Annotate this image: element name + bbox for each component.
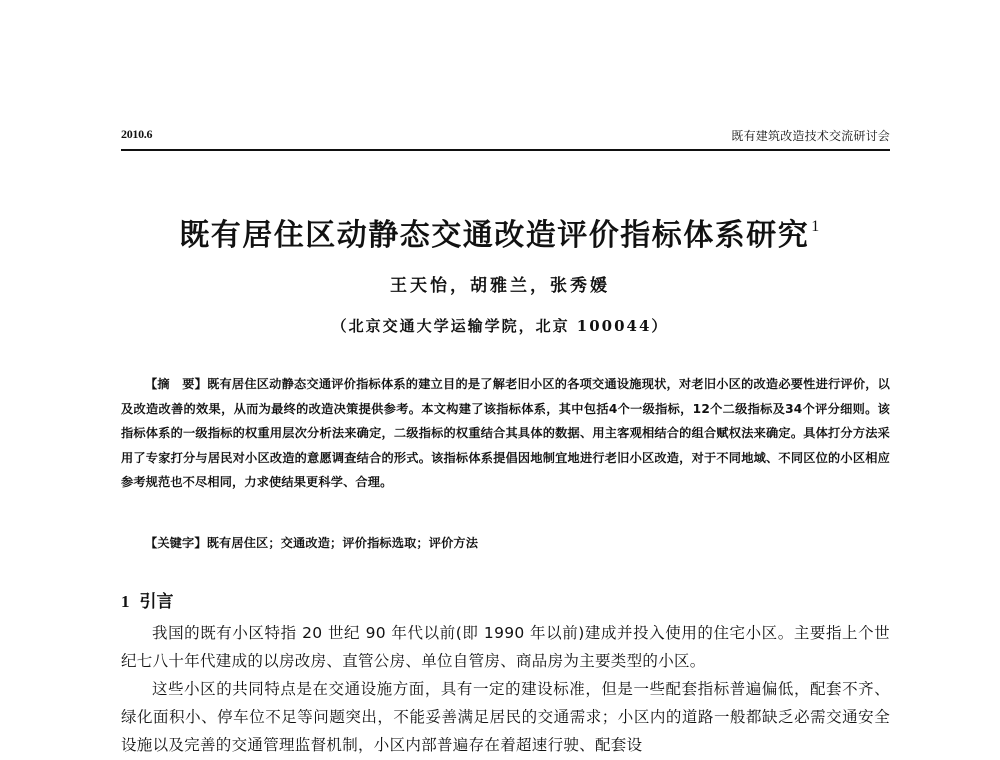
abstract-label: 【摘 要】 — [145, 377, 208, 391]
title-footnote-mark: 1 — [811, 218, 821, 235]
section-title: 引言 — [139, 592, 174, 612]
keywords-label: 【关键字】 — [145, 536, 207, 550]
running-header — [121, 127, 890, 151]
section-number: 1 — [121, 592, 130, 611]
section-heading — [121, 587, 174, 612]
author-list: 王天怡，胡雅兰，张秀媛 — [390, 276, 610, 296]
abstract-text: 既有居住区动静态交通评价指标体系的建立目的是了解老旧小区的各项交通设施现状，对老旧小区的改造必要性进行评价，以及改造改善的效果，从而为最终的改造决策提供参考。本文构建了该指标体系，其中包括4个一级指标，12个二级指标及34个评分细则。该指标体系的一级指标的权重用层次分析法来确定，二级指标的权重结合其具体的数据、用主客观相结合的组合赋权法来确定。具体打分方法采用了专家打分与居民对小区改造的意愿调查结合的形式。该指标体系提倡因地制宜地进行老旧小区改造，对于不同地域、不同区位的小区相应参考规范也不尽相同，力求使结果更科学、合理。 — [121, 377, 891, 489]
body-paragraph-2: 这些小区的共同特点是在交通设施方面，具有一定的建设标准，但是一些配套指标普遍偏低，配套不齐、绿化面积小、停车位不足等问题突出，不能妥善满足居民的交通需求；小区内的道路一般都缺乏必需交通安全设施以及完善的交通管理监督机制，小区内部普遍存在着超速行驶、配套设 — [121, 680, 890, 754]
paper-title — [0, 210, 1000, 254]
paper-title-text: 既有居住区动静态交通改造评价指标体系研究 — [179, 218, 810, 253]
keywords-text: 既有居住区；交通改造；评价指标选取；评价方法 — [206, 536, 479, 550]
abstract — [121, 372, 890, 495]
header-date: 2010.6 — [121, 127, 153, 141]
author-affiliation: （北京交通大学运输学院，北京 100044） — [331, 317, 669, 335]
keywords — [145, 534, 478, 551]
body-paragraph-1: 我国的既有小区特指 20 世纪 90 年代以前(即 1990 年以前)建成并投入使用的住宅小区。主要指上个世纪七八十年代建成的以房改房、直管公房、单位自管房、商品房为主要类型的小区。 — [121, 624, 890, 670]
body-text — [121, 619, 890, 759]
header-conference-name: 既有建筑改造技术交流研讨会 — [731, 129, 890, 143]
